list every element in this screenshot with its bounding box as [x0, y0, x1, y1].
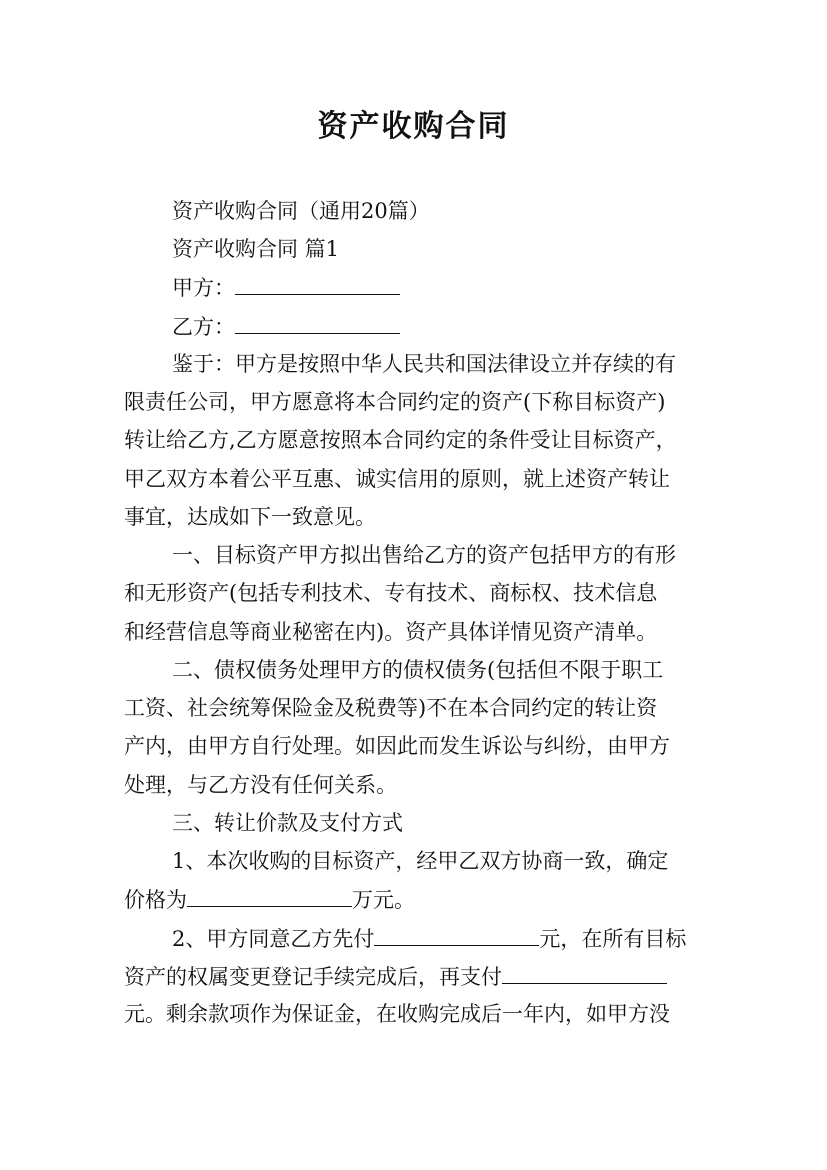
paragraph-line: 限责任公司，甲方愿意将本合同约定的资产(下称目标资产) [124, 390, 666, 414]
price-blank [187, 884, 352, 907]
paragraph-line: 和无形资产(包括专利技术、专有技术、商标权、技术信息 [124, 581, 658, 605]
paragraph-line: 1、本次收购的目标资产，经甲乙双方协商一致，确定 [172, 849, 669, 873]
payment-line [172, 923, 686, 954]
subtitle-line: 资产收购合同（通用20篇） [172, 199, 430, 223]
payment-label: 2、甲方同意乙方先付 [172, 927, 375, 951]
paragraph-line: 产内，由甲方自行处理。如因此而发生诉讼与纠纷，由甲方 [124, 734, 670, 758]
party-a-blank [235, 272, 400, 295]
section-heading: 资产收购合同 篇1 [172, 237, 340, 261]
party-b-blank [235, 311, 400, 334]
paragraph-line: 和经营信息等商业秘密在内)。资产具体详情见资产清单。 [124, 620, 658, 644]
first-payment-blank [374, 923, 539, 946]
price-line [124, 884, 415, 915]
paragraph-line: 鉴于：甲方是按照中华人民共和国法律设立并存续的有 [172, 352, 676, 376]
paragraph-line: 甲乙双方本着公平互惠、诚实信用的原则，就上述资产转让 [124, 467, 670, 491]
paragraph-line: 一、目标资产甲方拟出售给乙方的资产包括甲方的有形 [172, 543, 676, 567]
paragraph-line: 三、转让价款及支付方式 [172, 811, 403, 835]
paragraph-line: 元。剩余款项作为保证金，在收购完成后一年内，如甲方没 [124, 1002, 670, 1026]
paragraph-line: 处理，与乙方没有任何关系。 [124, 773, 397, 797]
paragraph-line: 工资、社会统筹保险金及税费等)不在本合同约定的转让资 [124, 696, 658, 720]
paragraph-line: 转让给乙方,乙方愿意按照本合同约定的条件受让目标资产， [124, 428, 677, 452]
party-b-line [172, 311, 400, 342]
document-title: 资产收购合同 [317, 109, 510, 144]
price-label: 价格为 [124, 888, 187, 912]
paragraph-line: 二、债权债务处理甲方的债权债务(包括但不限于职工 [172, 658, 664, 682]
party-b-label: 乙方： [172, 315, 235, 339]
payment-text-2: 资产的权属变更登记手续完成后，再支付 [124, 965, 502, 989]
second-payment-blank [502, 961, 667, 984]
payment-text: 元，在所有目标 [539, 927, 687, 951]
party-a-line [172, 272, 400, 303]
party-a-label: 甲方： [172, 276, 235, 300]
payment-line-2 [124, 961, 667, 992]
paragraph-line: 事宜，达成如下一致意见。 [124, 505, 376, 529]
price-unit: 万元。 [352, 888, 415, 912]
